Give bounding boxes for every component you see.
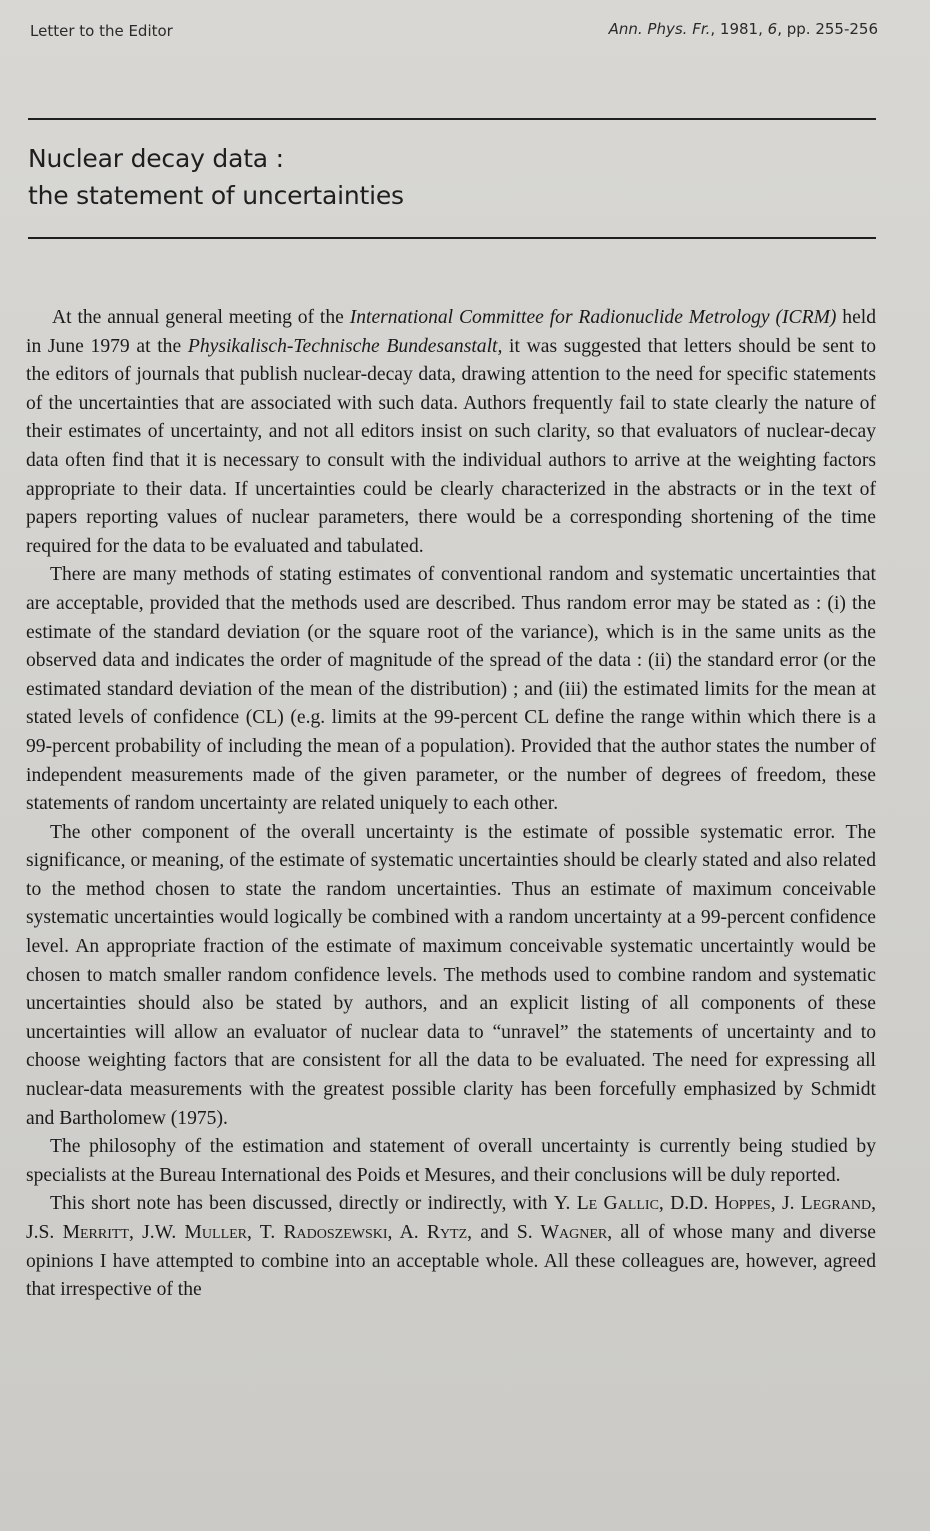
running-head-citation [609, 20, 878, 38]
p5-last-name: S. Wagner, [516, 1222, 613, 1243]
paragraph-2: There are many methods of stating estimates of conventional random and systematic uncertainties that are acceptable, provided that the methods used are described. Thus random error may be stated as : (i) the estimate of the standard deviation (or the square root of the variance), which is in the same units as the observed data and indicates the order of magnitude of the spread of the data : (ii) the standard error (or the estimated standard deviation of the mean of the distribution) ; and (iii) the estimated limits for the mean at stated levels of confidence (CL) (e.g. limits at the 99-percent CL define the range within which there is a 99-percent probability of including the mean of a population). Provided that the author states the number of independent measurements made of the given parameter, or the number of degrees of freedom, these statements of random uncertainty are related uniquely to each other. [26, 564, 876, 815]
title-rule-bottom [28, 237, 876, 239]
paragraph-1 [26, 304, 876, 561]
paragraph-3: The other component of the overall uncertainty is the estimate of possible systematic error. The significance, or meaning, of the estimate of systematic uncertainties should be clearly stated and also related to the method chosen to state the random uncertainties. Thus an estimate of maximum conceivable systematic uncertainties would logically be combined with a random uncertainty at a 99-percent confidence level. An appropriate fraction of the estimate of maximum conceivable systematic uncertaintly would be chosen to match smaller random confidence levels. The methods used to combine random and systematic uncertainties should also be stated by authors, and an explicit listing of all components of these uncertainties will allow an evaluator of nuclear data to “unravel” the statements of uncertainty and to choose weighting factors that are consistent for all the data to be evaluated. The need for expressing all nuclear-data measurements with the greatest possible clarity has been forcefully emphasized by Schmidt and Bartholomew (1975). [26, 821, 876, 1129]
journal-pages: , pp. 255-256 [777, 20, 878, 38]
paragraph-4: The philosophy of the estimation and statement of overall uncertainty is currently being studied by specialists at the Bureau International des Poids et Mesures, and their conclusions will be duly reported. [26, 1136, 876, 1186]
citation-year: , 1981, [710, 20, 763, 38]
p5-acknowledged-names: Y. Le Gallic, D.D. Hoppes, J. Legrand, J.S. Merritt, J.W. Muller, T. Radoszewski, A. Rytz, [26, 1193, 876, 1243]
p5-text-and: and [472, 1222, 517, 1243]
p1-text-e: it was suggested that letters should be sent to the editors of journals that publish nuclear-decay data, drawing attention to the need for specific statements of the uncertainties that are associated with such data. Authors frequently fail to state clearly the nature of their estimates of uncertainty, and not all editors insist on such clarity, so that evaluators of nuclear-decay data often find that it is necessary to consult with the individual authors to arrive at the weighting factors appropriate to their data. If uncertainties could be clearly characterized in the abstracts or in the text of papers reporting values of nuclear parameters, there would be a corresponding shortening of the time required for the data to be evaluated and tabulated. [26, 335, 876, 557]
running-head-left: Letter to the Editor [30, 22, 173, 40]
journal-name: Ann. Phys. Fr. [608, 20, 711, 38]
p5-text-a: This short note has been discussed, directly or indirectly, with [50, 1193, 554, 1215]
p1-institute-name: Physikalisch-Technische Bundesanstalt, [187, 335, 503, 357]
letter-body [26, 304, 876, 1305]
title-line-1: Nuclear decay data : [28, 144, 284, 173]
p1-text-c: held in June 1979 at the [26, 307, 877, 357]
paragraph-5 [26, 1190, 876, 1304]
title-line-2: the statement of uncertainties [28, 181, 404, 210]
p1-committee-name: International Committee for Radionuclide Metrology (ICRM) [349, 307, 837, 328]
article-title [28, 140, 404, 214]
p1-text-a: At the annual general meeting of the [52, 307, 350, 328]
p5-text-b: all of whose many and diverse opinions I have attempted to combine into an acceptable whole. All these colleagues are, however, agreed that irrespective of the [26, 1222, 877, 1301]
title-rule-top [28, 118, 876, 120]
journal-volume: 6 [767, 20, 778, 38]
